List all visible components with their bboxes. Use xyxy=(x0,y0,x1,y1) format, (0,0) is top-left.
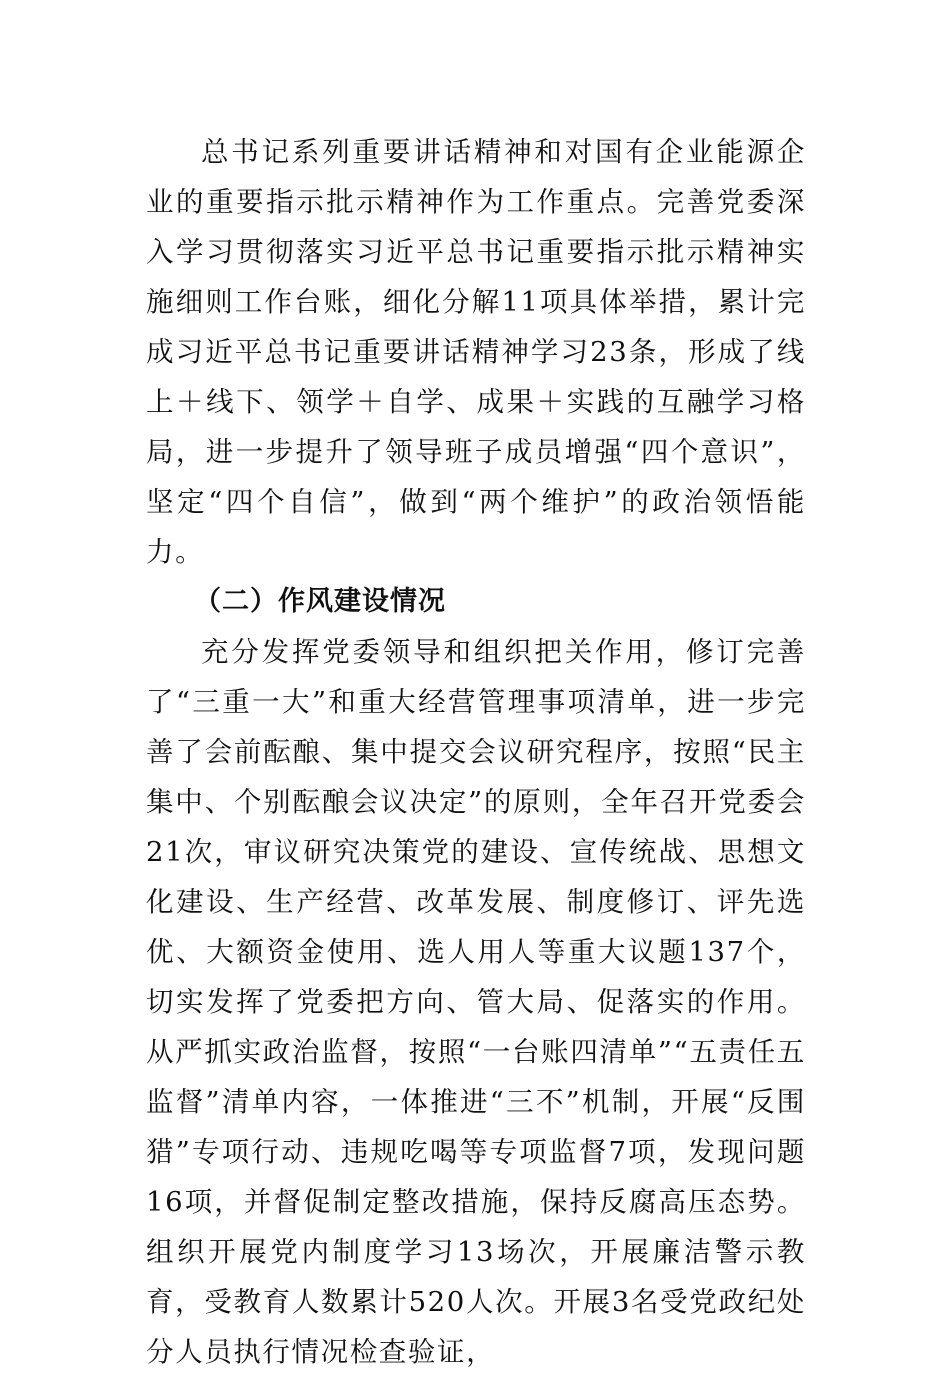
paragraph-work-style: 充分发挥党委领导和组织把关作用，修订完善了“三重一大”和重大经营管理事项清单，进一步完善了会前酝酿、集中提交会议研究程序，按照“民主集中、个别酝酿会议决定”的原则，全年召开党委会21次，审议研究决策党的建设、宣传统战、思想文化建设、生产经营、改革发展、制度修订、评先选优、大额资金使用、选人用人等重大议题137个，切实发挥了党委把方向、管大局、促落实的作用。从严抓实政治监督，按照“一台账四清单”“五责任五监督”清单内容，一体推进“三不”机制，开展“反围猎”专项行动、违规吃喝等专项监督7项，发现问题16项，并督促制定整改措施，保持反腐高压态势。组织开展党内制度学习13场次，开展廉洁警示教育，受教育人数累计520人次。开展3名受党政纪处分人员执行情况检查验证， xyxy=(146,636,806,1368)
paragraph-political-study: 总书记系列重要讲话精神和对国有企业能源企业的重要指示批示精神作为工作重点。完善党委深入学习贯彻落实习近平总书记重要指示批示精神实施细则工作台账，细化分解11项具体举措，累计完成习近平总书记重要讲话精神学习23条，形成了线上＋线下、领学＋自学、成果＋实践的互融学习格局，进一步提升了领导班子成员增强“四个意识”，坚定“四个自信”，做到“两个维护”的政治领悟能力。 xyxy=(146,136,806,568)
section-heading-work-style: （二）作风建设情况 xyxy=(194,586,446,617)
document-page xyxy=(146,127,806,1377)
